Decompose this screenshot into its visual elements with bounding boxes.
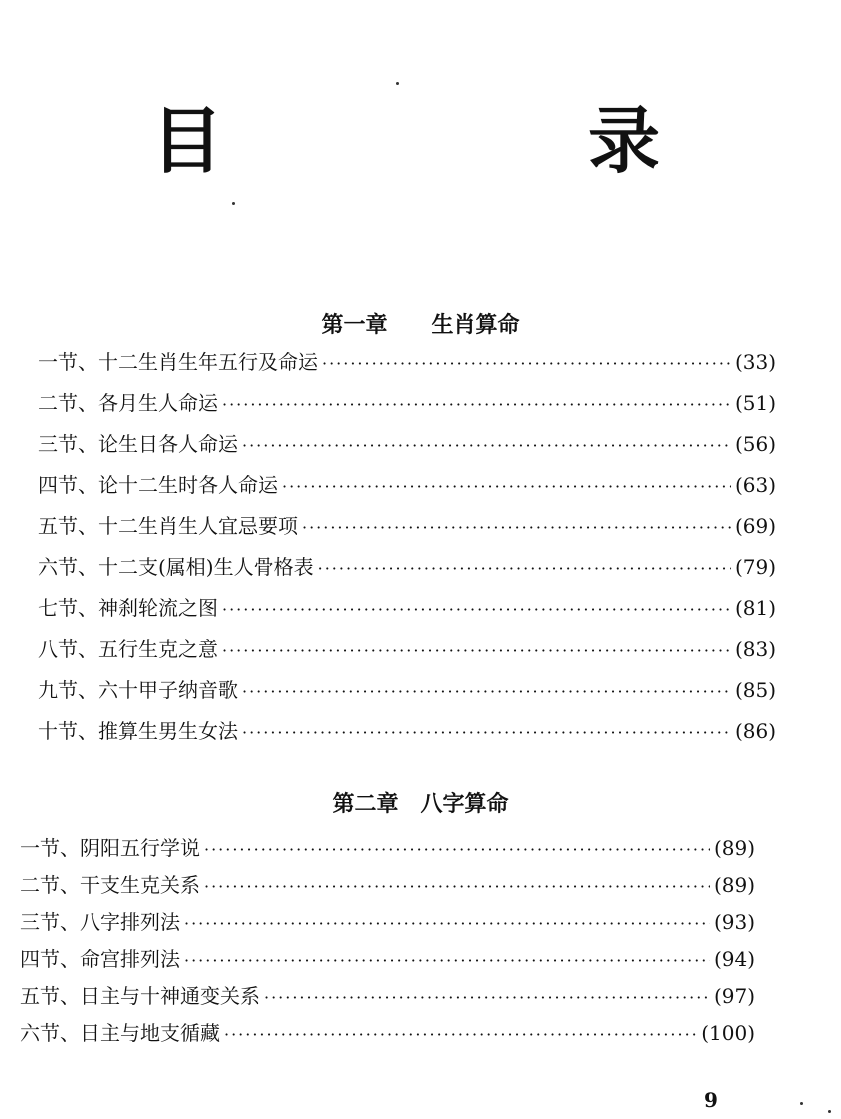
toc-entry [38, 596, 776, 637]
dot-leader [242, 723, 731, 742]
scan-speck [800, 1102, 803, 1105]
chapter-1-toc [38, 350, 776, 760]
toc-entry-page: (100) [701, 1021, 755, 1045]
toc-entry [20, 947, 755, 984]
toc-entry-page: (93) [713, 910, 755, 934]
toc-entry-page: (69) [734, 514, 776, 538]
scan-speck [828, 1110, 831, 1113]
chapter-2-number: 第二章 [332, 792, 399, 817]
toc-entry-page: (56) [734, 432, 776, 456]
dot-leader [184, 914, 710, 933]
chapter-1-number: 第一章 [321, 313, 388, 338]
scan-speck [232, 202, 235, 205]
toc-entry [38, 432, 776, 473]
page-number: 9 [704, 1088, 718, 1112]
toc-entry [20, 984, 755, 1021]
dot-leader [242, 436, 731, 455]
dot-leader [184, 951, 710, 970]
dot-leader [242, 682, 731, 701]
toc-entry-label: 四节、论十二生时各人命运 [38, 473, 278, 497]
chapter-2-heading [0, 787, 841, 818]
dot-leader [204, 840, 710, 859]
toc-entry-page: (89) [713, 836, 755, 860]
toc-entry [38, 678, 776, 719]
toc-entry-page: (81) [734, 596, 776, 620]
toc-entry-label: 十节、推算生男生女法 [38, 719, 238, 743]
toc-entry-label: 九节、六十甲子纳音歌 [38, 678, 238, 702]
toc-entry [20, 836, 755, 873]
toc-entry-page: (79) [734, 555, 776, 579]
toc-entry-page: (33) [734, 350, 776, 374]
toc-entry [38, 350, 776, 391]
toc-entry-label: 三节、论生日各人命运 [38, 432, 238, 456]
dot-leader [322, 354, 731, 373]
dot-leader [222, 641, 731, 660]
toc-entry [20, 873, 755, 910]
chapter-1-subtitle: 生肖算命 [431, 313, 520, 338]
dot-leader [318, 559, 731, 578]
toc-entry-label: 七节、神刹轮流之图 [38, 596, 218, 620]
toc-entry-label: 五节、日主与十神通变关系 [20, 984, 260, 1008]
dot-leader [222, 395, 731, 414]
toc-entry [20, 910, 755, 947]
toc-entry-label: 一节、阴阳五行学说 [20, 836, 200, 860]
toc-entry [20, 1021, 755, 1058]
toc-entry [38, 473, 776, 514]
toc-entry-page: (51) [734, 391, 776, 415]
chapter-2-subtitle: 八字算命 [420, 792, 509, 817]
toc-entry [38, 555, 776, 596]
toc-entry-label: 六节、十二支(属相)生人骨格表 [38, 555, 314, 579]
dot-leader [264, 988, 710, 1007]
dot-leader [224, 1025, 697, 1044]
toc-entry-label: 五节、十二生肖生人宜忌要项 [38, 514, 298, 538]
toc-entry-label: 四节、命宫排列法 [20, 947, 180, 971]
toc-entry [38, 391, 776, 432]
toc-entry-page: (94) [713, 947, 755, 971]
toc-entry [38, 719, 776, 760]
toc-entry-label: 一节、十二生肖生年五行及命运 [38, 350, 318, 374]
toc-entry-page: (89) [713, 873, 755, 897]
toc-entry-page: (97) [713, 984, 755, 1008]
toc-entry-label: 六节、日主与地支循藏 [20, 1021, 220, 1045]
toc-entry-page: (85) [734, 678, 776, 702]
toc-entry-page: (63) [734, 473, 776, 497]
page-title: 目 录 [150, 99, 831, 183]
toc-entry-label: 八节、五行生克之意 [38, 637, 218, 661]
toc-entry-page: (86) [734, 719, 776, 743]
toc-entry [38, 514, 776, 555]
toc-entry-page: (83) [734, 637, 776, 661]
toc-entry-label: 三节、八字排列法 [20, 910, 180, 934]
dot-leader [302, 518, 731, 537]
toc-entry [38, 637, 776, 678]
dot-leader [222, 600, 731, 619]
dot-leader [204, 877, 710, 896]
chapter-2-toc [20, 836, 755, 1058]
toc-entry-label: 二节、各月生人命运 [38, 391, 218, 415]
dot-leader [282, 477, 731, 496]
toc-entry-label: 二节、干支生克关系 [20, 873, 200, 897]
chapter-1-heading [0, 308, 841, 339]
scan-speck [396, 82, 399, 85]
